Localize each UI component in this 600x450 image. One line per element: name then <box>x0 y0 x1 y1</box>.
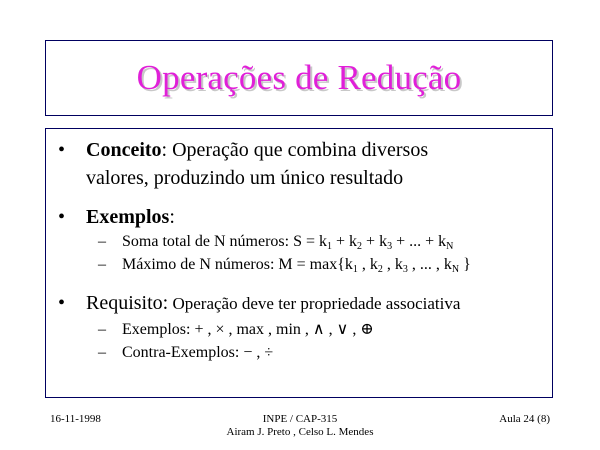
subitem-contra-exemplos: – Contra-Exemplos: − , ÷ <box>98 344 274 361</box>
footer-course: INPE / CAP-315 <box>262 413 338 425</box>
bullet-dot: • <box>58 292 66 314</box>
footer-page: Aula 24 (8) <box>499 413 550 425</box>
dash: – <box>98 321 106 338</box>
subitem-exemplos-ops: – Exemplos: + , × , max , min , ∧ , ∨ , ⊕ <box>98 321 374 338</box>
bullet-dot: • <box>58 206 66 228</box>
dash: – <box>98 344 106 361</box>
bullet-dot: • <box>58 139 66 161</box>
requisito-text: Operação deve ter propriedade associativa <box>168 294 461 313</box>
content-box: • Conceito: Operação que combina diversos valores, produzindo um único resultado • Exemplos: – Soma total de N números: $S = k_1 + k_2 + k_3$ + ... + $k_N$ – Máximo de N números: $M = \max\{k_1$ , $k_2$ , $k_3$ , ... , $k_N$ } • Requisito: Operação deve ter propriedade associativa – Exemplos: + , × , max , min , ∧ , ∨ , ⊕ – Contra-Exemplos: − , ÷ <box>45 128 553 398</box>
dash: – <box>98 256 106 273</box>
conceito-text-2: valores, produzindo um único resultado <box>86 167 404 189</box>
footer-authors: Airam J. Preto , Celso L. Mendes <box>226 426 374 438</box>
dash: – <box>98 233 106 250</box>
title-box <box>45 40 553 116</box>
conceito-text-1: Operação que combina diversos <box>167 139 429 161</box>
term-conceito: Conceito <box>86 139 162 161</box>
footer-date: 16-11-1998 <box>50 413 101 425</box>
term-exemplos: Exemplos <box>86 206 170 228</box>
subitem-maximo: – Máximo de N números: $M = \max\{k_1$ , $k_2$ , $k_3$ , ... , $k_N$ } <box>98 256 471 275</box>
slide-title: Operações de Redução <box>136 58 462 97</box>
subitem-soma: – Soma total de N números: $S = k_1 + k_2 + k_3$ + ... + $k_N$ <box>98 233 454 252</box>
term-requisito: Requisito: <box>86 292 169 314</box>
